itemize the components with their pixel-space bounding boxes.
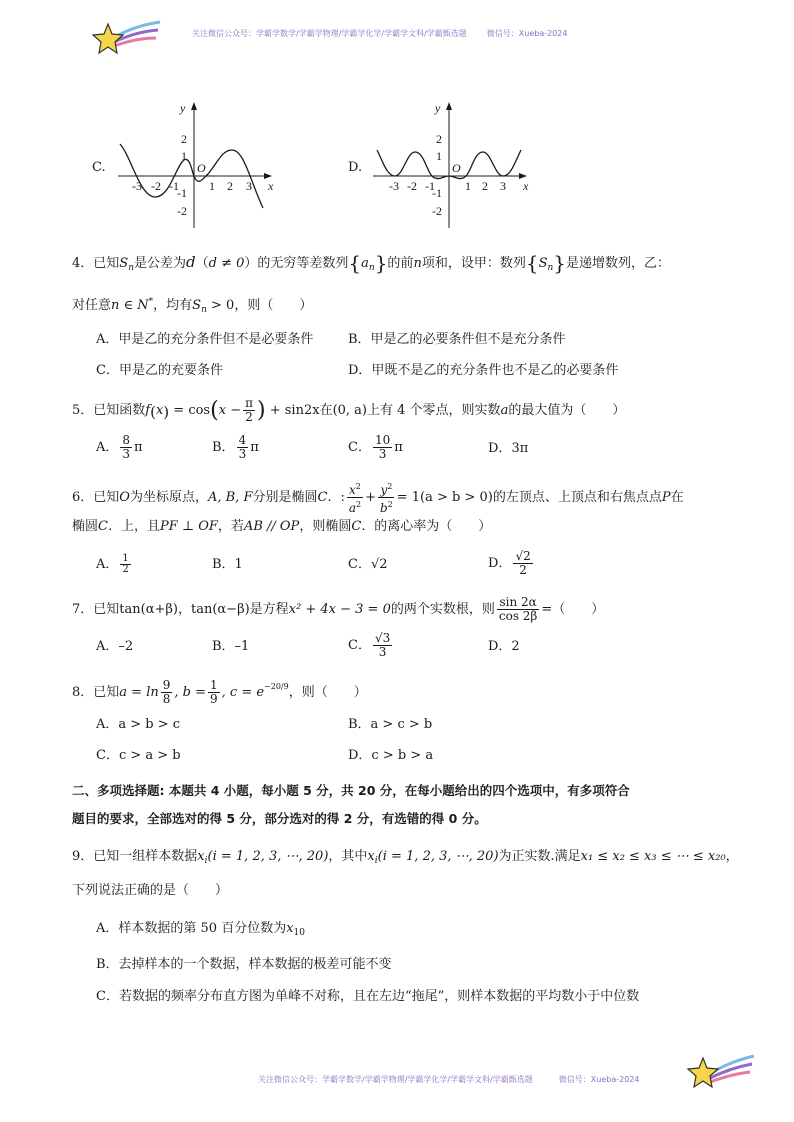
q6-stem-line1: 6．已知O为坐标原点，A, B, F分别是椭圆C．: $\frac{x^2}{a^2}$ + $\frac{y^2}{b^2}$ = 1(a > b > 0)的左顶点、上顶点和右焦点点P在 [72,482,684,515]
header-wechat-id: 微信号：Xueba-2024 [486,29,568,38]
graph-c [118,100,283,232]
star-logo-icon [686,1050,756,1092]
q5-option-b[interactable]: B． $\frac{4}{3}$ π [212,433,259,461]
q7-option-b[interactable]: B．–1 [212,639,250,654]
graph-d-x-label: x [523,179,529,193]
star-logo-icon [92,18,162,58]
q4-stem-line1: 4．已知$S_n$是公差为d（d ≠ 0）的无穷等差数列$\{a_n\}$的前n项和，设甲：数列$\{S_n\}$是递增数列，乙： [72,251,671,275]
q7-stem: 7．已知tan(α+β)，tan(α−β)是方程x² + 4x − 3 = 0的两个实数根，则 $\frac{\sin 2\alpha}{\cos 2\beta}$ =（ ） [72,595,605,623]
q6-option-c[interactable]: C．√2 [348,557,388,572]
graph-d-xtick: 3 [500,179,506,193]
q9-option-b[interactable]: B．去掉样本的一个数据，样本数据的极差可能不变 [96,957,392,972]
graph-c-ytick: -2 [177,204,187,218]
graph-c-xtick: -3 [132,179,142,193]
q8-option-a[interactable]: A．a > b > c [96,717,181,732]
q5-option-a[interactable]: A． $\frac{8}{3}$ π [96,433,143,461]
q5-option-d[interactable]: D．3π [488,441,529,456]
q8-option-d[interactable]: D．c > b > a [348,748,434,763]
header-left-text: 关注微信公众号：学霸学数学/学霸学物理/学霸学化学/学霸学文科/学霸甄选题 [192,29,467,38]
graph-c-xtick: 2 [227,179,233,193]
q5-stem: 5．已知函数f(x) = cos(x − $\frac{\pi}{2}$ ) + sin2x在(0, a)上有 4 个零点，则实数a的最大值为（ ） [72,396,626,424]
q4-option-c[interactable]: C．甲是乙的充要条件 [96,363,223,378]
graph-d-origin: O [452,161,461,175]
graph-c-option-label: C. [92,160,106,175]
graph-d-xtick: 2 [482,179,488,193]
graph-c-xtick: -2 [151,179,161,193]
graph-d-option-label: D. [348,160,363,175]
footer-left-text: 关注微信公众号：学霸学数学/学霸学物理/学霸学化学/学霸学文科/学霸甄选题 [258,1075,533,1084]
q6-option-a[interactable]: A． $\frac{1}{2}$ [96,553,129,575]
q4-option-b[interactable]: B．甲是乙的必要条件但不是充分条件 [348,332,566,347]
q7-option-c[interactable]: C． $\frac{√3}{3}$ [348,631,391,659]
graph-d [373,100,538,232]
graph-d-ytick: 1 [436,149,442,163]
graph-d-ytick: -2 [432,204,442,218]
page-footer [258,1074,639,1085]
q6-option-d[interactable]: D． $\frac{√2}{2}$ [488,549,531,577]
q8-option-b[interactable]: B．a > c > b [348,717,433,732]
graph-d-y-label: y [435,101,441,115]
graph-d-xtick: 1 [465,179,471,193]
graph-c-y-label: y [180,101,186,115]
page-header [192,28,567,39]
graph-c-xtick: -1 [169,179,179,193]
graph-d-ytick: -1 [432,186,442,200]
graph-c-ytick: 2 [181,132,187,146]
q4-option-d[interactable]: D．甲既不是乙的充分条件也不是乙的必要条件 [348,363,619,378]
q4-option-a[interactable]: A．甲是乙的充分条件但不是必要条件 [96,332,314,347]
graph-d-xtick: -1 [425,179,435,193]
footer-wechat-id: 微信号：Xueba-2024 [558,1075,640,1084]
graph-c-xtick: 3 [246,179,252,193]
q6-option-b[interactable]: B．1 [212,557,243,572]
q4-stem-line2: 对任意n ∈ N*，均有$S_n > 0$，则（ ） [72,297,313,315]
q7-option-a[interactable]: A．–2 [96,639,134,654]
q8-option-c[interactable]: C．c > a > b [96,748,181,763]
q6-stem-line2: 椭圆C．上，且PF ⊥ OF，若AB // OP，则椭圆C．的离心率为（ ） [72,519,492,534]
graph-d-xtick: -2 [407,179,417,193]
section2-heading-line1: 二、多项选择题: 本题共 4 小题，每小题 5 分，共 20 分，在每小题给出的四个选项中，有多项符合 [72,783,630,798]
graph-c-xtick: 1 [209,179,215,193]
graph-c-ytick: -1 [177,186,187,200]
graph-c-ytick: 1 [181,149,187,163]
section2-heading-line2: 题目的要求，全部选对的得 5 分，部分选对的得 2 分，有选错的得 0 分。 [72,811,487,826]
q9-option-c[interactable]: C．若数据的频率分布直方图为单峰不对称，且在左边“拖尾”，则样本数据的平均数小于中位数 [96,989,640,1004]
q8-stem: 8．已知a = ln $\frac{9}{8}$ , b = $\frac{1}{9}$ , $c = e^{-20/9}$，则（ ） [72,678,367,706]
q5-option-c[interactable]: C． $\frac{10}{3}$ π [348,433,403,461]
graph-d-xtick: -3 [389,179,399,193]
graph-c-x-label: x [268,179,274,193]
q9-option-a[interactable]: A．样本数据的第 50 百分位数为$x_{10}$ [96,921,305,938]
q9-stem-line1: 9．已知一组样本数据$x_i(i = 1$, 2, 3, ⋯, 20)，其中$x_i(i = 1$, 2, 3, ⋯, 20)为正实数.满足x₁ ≤ x₂ ≤ x₃ ≤ ⋯ ≤ x₂₀， [72,849,739,866]
graph-d-ytick: 2 [436,132,442,146]
graph-c-origin: O [197,161,206,175]
q7-option-d[interactable]: D．2 [488,639,520,654]
q9-stem-line2: 下列说法正确的是（ ） [72,883,229,898]
